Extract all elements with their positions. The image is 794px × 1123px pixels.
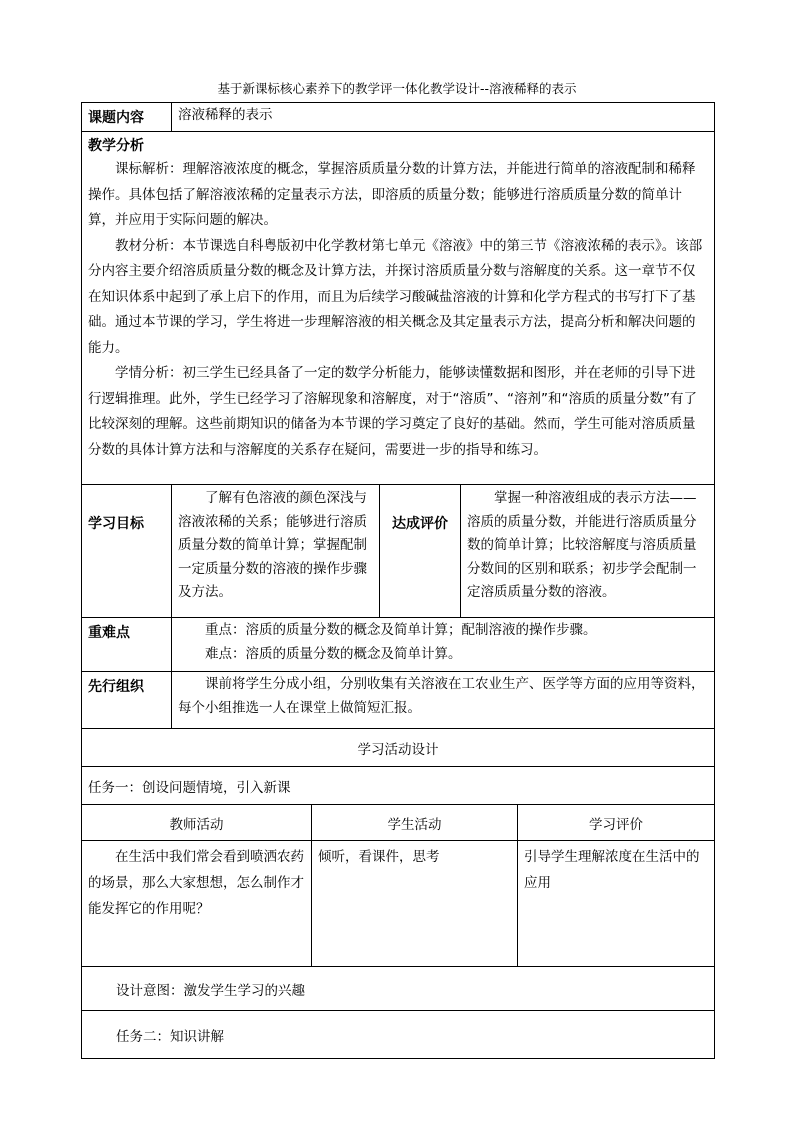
topic-value: 溶液稀释的表示 (172, 103, 715, 132)
objectives-label: 学习目标 (82, 485, 172, 618)
activity-heading: 学习活动设计 (82, 729, 715, 767)
key-points-content (172, 618, 715, 672)
teacher-activity-cell: 在生活中我们常会看到喷洒农药的场景，那么大家想想，怎么制作才能发挥它的作用呢？ (82, 841, 312, 967)
column-teacher-activity: 教师活动 (82, 805, 312, 841)
key-points-label: 重难点 (82, 618, 172, 672)
evaluation-text: 掌握一种溶液组成的表示方法——溶质的质量分数，并能进行溶质质量分数的简单计算；比较溶解度与溶质质量分数间的区别和联系；初步学会配制一定溶质质量分数的溶液。 (461, 485, 715, 618)
analysis-paragraph-learners: 学情分析：初三学生已经具备了一定的数学分析能力，能够读懂数据和图形，并在老师的引导下进行逻辑推理。此外，学生已经学习了溶解现象和溶解度，对于“溶质”、“溶剂”和“溶质的质量分数”有了比较深刻的理解。这些前期知识的储备为本节课的学习奠定了良好的基础。然而，学生可能对溶质质量分数的具体计算方法和与溶解度的关系存在疑问，需要进一步的指导和练习。 (88, 365, 697, 458)
objectives-text: 了解有色溶液的颜色深浅与溶液浓稀的关系；能够进行溶质质量分数的简单计算；掌握配制一定质量分数的溶液的操作步骤及方法。 (172, 485, 380, 618)
column-learning-evaluation: 学习评价 (518, 805, 715, 841)
design-intent: 设计意图：激发学生学习的兴趣 (82, 967, 715, 1011)
analysis-heading: 教学分析 (88, 138, 144, 154)
teaching-analysis (82, 132, 715, 485)
evaluation-label: 达成评价 (380, 485, 461, 618)
key-point-difficulty: 难点：溶质的质量分数的概念及简单计算。 (205, 645, 462, 662)
advance-organizer-label: 先行组织 (82, 672, 172, 729)
task-one: 任务一：创设问题情境，引入新课 (82, 767, 715, 805)
column-student-activity: 学生活动 (312, 805, 518, 841)
learning-evaluation-cell: 引导学生理解浓度在生活中的应用 (518, 841, 715, 967)
advance-organizer-text: 课前将学生分成小组，分别收集有关溶液在工农业生产、医学等方面的应用等资料，每个小组推选一人在课堂上做简短汇报。 (172, 672, 715, 729)
page-title: 基于新课标核心素养下的教学评一体化教学设计--溶液稀释的表示 (217, 81, 577, 96)
key-point-focus: 重点：溶质的质量分数的概念及简单计算；配制溶液的操作步骤。 (205, 622, 597, 638)
topic-label: 课题内容 (82, 103, 172, 132)
analysis-paragraph-textbook: 教材分析：本节课选自科粤版初中化学教材第七单元《溶液》中的第三节《溶液浓稀的表示》。该部分内容主要介绍溶质质量分数的概念及计算方法，并探讨溶质质量分数与溶解度的关系。这一章节不仅在知识体系中起到了承上启下的作用，而且为后续学习酸碱盐溶液的计算和化学方程式的书写打下了基础。通过本节课的学习，学生将进一步理解溶液的相关概念及其定量表示方法，提高分析和解决问题的能力。 (88, 237, 703, 356)
student-activity-cell: 倾听，看课件，思考 (312, 841, 518, 967)
lesson-info-table (81, 102, 715, 729)
analysis-paragraph-standards: 课标解析：理解溶液浓度的概念，掌握溶质质量分数的计算方法，并能进行简单的溶液配制和稀释操作。具体包括了解溶液浓稀的定量表示方法，即溶质的质量分数；能够进行溶质质量分数的简单计算，并应用于实际问题的解决。 (88, 161, 696, 228)
task-two: 任务二：知识讲解 (82, 1011, 715, 1059)
activity-design-table (81, 728, 715, 1059)
